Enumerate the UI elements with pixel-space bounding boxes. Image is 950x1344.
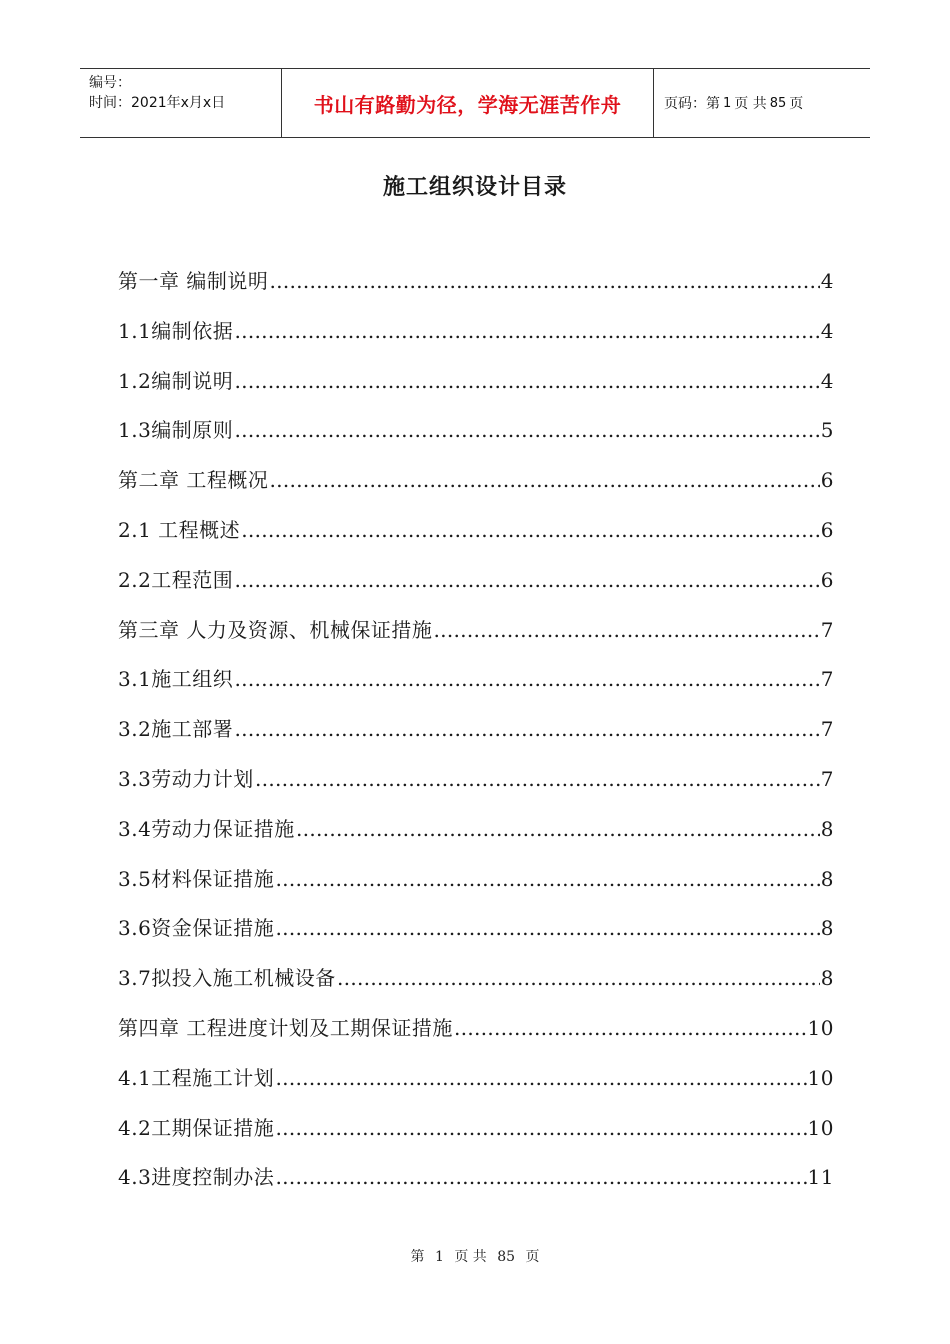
toc-leader-dots bbox=[269, 468, 819, 492]
toc-entry-label: 4.1工程施工计划 bbox=[118, 1065, 275, 1090]
toc-leader-dots bbox=[255, 767, 820, 791]
toc-entry-label: 1.3编制原则 bbox=[118, 418, 234, 443]
toc-entry[interactable] bbox=[118, 1112, 834, 1162]
toc-entry[interactable] bbox=[118, 663, 834, 713]
toc-leader-dots bbox=[269, 269, 819, 293]
page-suffix: 页 bbox=[789, 96, 804, 112]
toc-entry-label: 1.1编制依据 bbox=[118, 318, 234, 343]
toc-entry[interactable] bbox=[118, 763, 834, 813]
toc-entry[interactable] bbox=[118, 1161, 834, 1211]
toc-entry-page: 10 bbox=[807, 1065, 834, 1090]
page-current: 1 bbox=[723, 95, 732, 111]
toc-entry-page: 4 bbox=[820, 269, 834, 293]
toc-leader-dots bbox=[234, 319, 819, 343]
toc-entry-page: 5 bbox=[820, 418, 834, 443]
toc-entry-page: 11 bbox=[807, 1165, 834, 1190]
toc-leader-dots bbox=[234, 717, 819, 741]
toc-entry-label: 1.2编制说明 bbox=[118, 368, 234, 393]
toc-leader-dots bbox=[234, 568, 819, 592]
toc-entry-label: 3.5材料保证措施 bbox=[118, 866, 275, 891]
code-label: 编号： bbox=[89, 75, 131, 91]
toc-leader-dots bbox=[241, 518, 820, 542]
toc-entry-label: 第一章 编制说明 bbox=[118, 269, 269, 293]
toc-entry-label: 第四章 工程进度计划及工期保证措施 bbox=[118, 1015, 453, 1040]
toc-entry[interactable] bbox=[118, 514, 834, 564]
toc-leader-dots bbox=[275, 916, 819, 940]
page-footer bbox=[0, 1246, 950, 1266]
toc-entry-page: 8 bbox=[820, 816, 834, 841]
toc-entry-page: 7 bbox=[820, 667, 834, 692]
footer-suffix: 页 bbox=[525, 1249, 540, 1265]
document-header bbox=[80, 68, 870, 138]
toc-entry-label: 3.7拟投入施工机械设备 bbox=[118, 966, 336, 991]
toc-entry-label: 3.2施工部署 bbox=[118, 717, 234, 742]
toc-entry[interactable] bbox=[118, 265, 834, 315]
toc-entry-page: 7 bbox=[820, 717, 834, 742]
header-motto: 书山有路勤为径，学海无涯苦作舟 bbox=[313, 92, 622, 117]
toc-entry[interactable] bbox=[118, 315, 834, 365]
toc-entry-label: 3.1施工组织 bbox=[118, 667, 234, 692]
toc-entry-page: 8 bbox=[820, 866, 834, 891]
toc-entry-label: 2.2工程范围 bbox=[118, 567, 234, 592]
toc-entry-page: 7 bbox=[820, 617, 834, 642]
toc-entry[interactable] bbox=[118, 564, 834, 614]
footer-current: 1 bbox=[434, 1249, 444, 1265]
toc-entry-label: 3.3劳动力计划 bbox=[118, 766, 254, 791]
toc-entry-page: 8 bbox=[820, 916, 834, 941]
toc-leader-dots bbox=[275, 867, 819, 891]
toc-leader-dots bbox=[275, 1066, 806, 1090]
toc-entry-page: 7 bbox=[820, 766, 834, 791]
page-total: 85 bbox=[769, 95, 787, 111]
footer-total: 85 bbox=[497, 1249, 516, 1265]
toc-entry-page: 8 bbox=[820, 966, 834, 991]
toc-entry-label: 4.3进度控制办法 bbox=[118, 1165, 275, 1190]
date-label: 时间：2021年x月x日 bbox=[89, 95, 226, 111]
toc-entry-label: 2.1 工程概述 bbox=[118, 517, 241, 542]
toc-leader-dots bbox=[337, 966, 820, 990]
toc-leader-dots bbox=[275, 1116, 806, 1140]
toc-entry-page: 10 bbox=[807, 1115, 834, 1140]
page-prefix: 页码：第 bbox=[664, 96, 720, 112]
toc-entry-label: 第三章 人力及资源、机械保证措施 bbox=[118, 617, 433, 642]
toc-entry-page: 6 bbox=[820, 567, 834, 592]
toc-entry[interactable] bbox=[118, 813, 834, 863]
toc-entry-page: 6 bbox=[820, 517, 834, 542]
toc-entry[interactable] bbox=[118, 464, 834, 514]
document-title: 施工组织设计目录 bbox=[382, 175, 567, 200]
toc-leader-dots bbox=[454, 1016, 807, 1040]
toc-entry-label: 3.4劳动力保证措施 bbox=[118, 816, 295, 841]
toc-leader-dots bbox=[234, 418, 819, 442]
toc-entry-label: 第二章 工程概况 bbox=[118, 468, 269, 493]
toc-entry-page: 6 bbox=[820, 468, 834, 493]
toc-entry[interactable] bbox=[118, 614, 834, 664]
toc-leader-dots bbox=[234, 369, 819, 393]
toc-entry-label: 4.2工期保证措施 bbox=[118, 1115, 275, 1140]
toc-entry[interactable] bbox=[118, 1012, 834, 1062]
toc-entry-page: 4 bbox=[820, 318, 834, 343]
toc-leader-dots bbox=[275, 1165, 806, 1189]
toc-leader-dots bbox=[234, 667, 819, 691]
toc-entry[interactable] bbox=[118, 414, 834, 464]
toc-entry-label: 3.6资金保证措施 bbox=[118, 916, 275, 941]
table-of-contents bbox=[118, 265, 834, 1211]
page-mid: 页 共 bbox=[734, 96, 767, 112]
toc-entry[interactable] bbox=[118, 863, 834, 913]
footer-prefix: 第 bbox=[410, 1249, 425, 1265]
toc-entry[interactable] bbox=[118, 912, 834, 962]
toc-leader-dots bbox=[296, 817, 820, 841]
toc-entry[interactable] bbox=[118, 1062, 834, 1112]
header-motto-cell bbox=[282, 69, 654, 137]
toc-leader-dots bbox=[433, 618, 819, 642]
footer-mid: 页 共 bbox=[454, 1249, 487, 1265]
toc-entry-page: 10 bbox=[807, 1015, 834, 1040]
header-page-info bbox=[654, 69, 870, 137]
toc-entry[interactable] bbox=[118, 962, 834, 1012]
toc-entry[interactable] bbox=[118, 365, 834, 415]
toc-entry[interactable] bbox=[118, 713, 834, 763]
header-meta bbox=[80, 69, 282, 137]
toc-entry-page: 4 bbox=[820, 368, 834, 393]
